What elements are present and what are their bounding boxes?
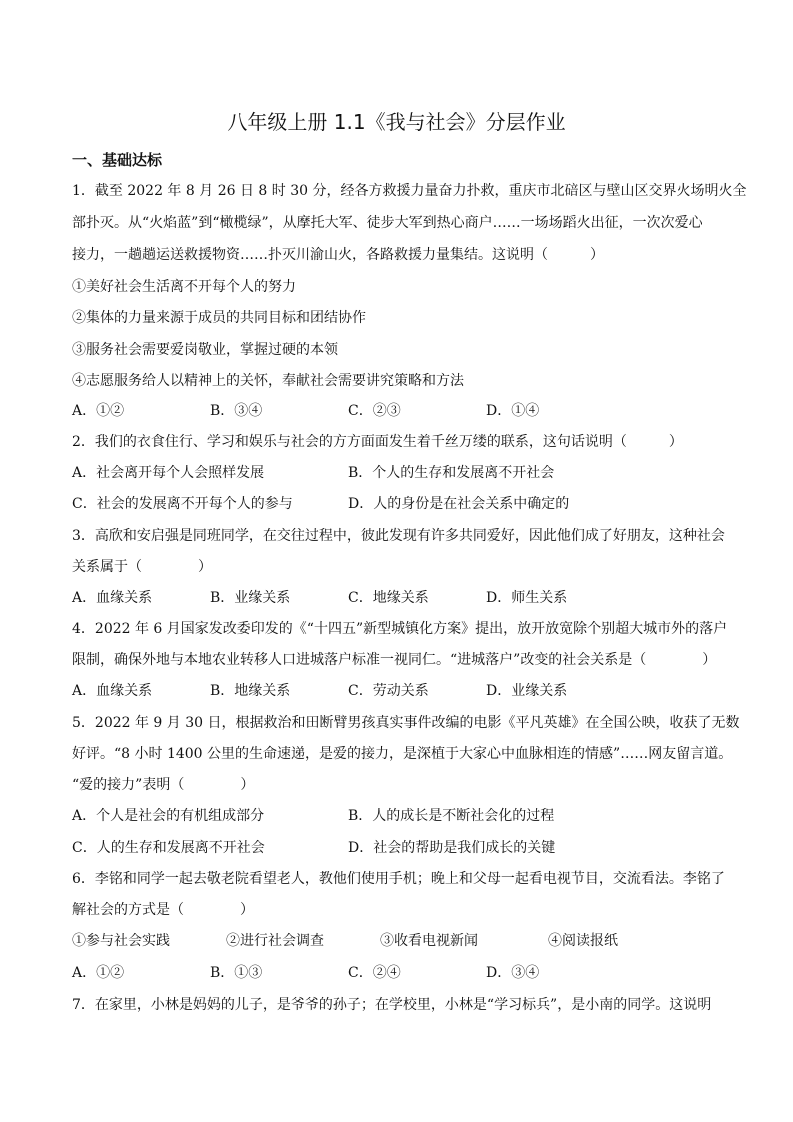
q3-line-2: 关系属于（ ）	[72, 559, 212, 575]
q5-option-b[interactable]: B．人的成长是不断社会化的过程	[348, 808, 555, 824]
q5-line-2: 好评。“8 小时 1400 公里的生命速递，是爱的接力，是深植于大家心中血脉相连的情感”……网友留言道。	[72, 746, 733, 762]
q6-statement-3: ③收看电视新闻	[380, 933, 478, 949]
q1-option-a[interactable]: A．①②	[72, 403, 125, 419]
q4-option-a[interactable]: A．血缘关系	[72, 683, 153, 699]
q2-option-a[interactable]: A．社会离开每个人会照样发展	[72, 465, 265, 481]
q3-option-d[interactable]: D．师生关系	[486, 590, 568, 606]
section-heading: 一、基础达标	[72, 151, 163, 169]
page-title: 八年级上册 1.1《我与社会》分层作业	[227, 110, 566, 134]
q2-option-c[interactable]: C．社会的发展离不开每个人的参与	[72, 496, 293, 512]
q2-option-d[interactable]: D．人的身份是在社会关系中确定的	[348, 496, 570, 512]
q6-option-b[interactable]: B．①③	[210, 965, 263, 981]
q3-option-b[interactable]: B．业缘关系	[210, 590, 291, 606]
q4-option-c[interactable]: C．劳动关系	[348, 683, 429, 699]
q6-line-1: 6．李铭和同学一起去敬老院看望老人，教他们使用手机；晚上和父母一起看电视节目，交流看法。李铭了	[72, 871, 725, 887]
q1-statement-4: ④志愿服务给人以精神上的关怀，奉献社会需要讲究策略和方法	[72, 373, 464, 389]
q6-statement-4: ④阅读报纸	[548, 933, 618, 949]
q5-option-d[interactable]: D．社会的帮助是我们成长的关键	[348, 840, 556, 856]
q4-line-2: 限制，确保外地与本地农业转移人口进城落户标准一视同仁。“进城落户”改变的社会关系是（ ）	[72, 652, 717, 668]
q1-statement-3: ③服务社会需要爱岗敬业，掌握过硬的本领	[72, 342, 338, 358]
q3-option-a[interactable]: A．血缘关系	[72, 590, 153, 606]
q6-statement-2: ②进行社会调查	[226, 933, 324, 949]
q5-line-1: 5．2022 年 9 月 30 日，根据救治和田断臂男孩真实事件改编的电影《平凡英雄》在全国公映，收获了无数	[72, 715, 740, 731]
q1-statement-1: ①美好社会生活离不开每个人的努力	[72, 279, 296, 295]
q1-line-2: 部扑灭。从“火焰蓝”到“橄榄绿”，从摩托大军、徒步大军到热心商户……一场场蹈火出征，一次次爱心	[72, 215, 703, 231]
q6-statement-1: ①参与社会实践	[72, 933, 170, 949]
q6-option-c[interactable]: C．②④	[348, 965, 401, 981]
q6-option-a[interactable]: A．①②	[72, 965, 125, 981]
q1-option-b[interactable]: B．③④	[210, 403, 263, 419]
q2-option-b[interactable]: B．个人的生存和发展离不开社会	[348, 465, 555, 481]
q1-line-1: 1．截至 2022 年 8 月 26 日 8 时 30 分，经各方救援力量奋力扑救，重庆市北碚区与壁山区交界火场明火全	[72, 183, 747, 199]
q1-option-c[interactable]: C．②③	[348, 403, 401, 419]
q4-option-d[interactable]: D．业缘关系	[486, 683, 568, 699]
q6-line-2: 解社会的方式是（ ）	[72, 902, 254, 918]
q3-line-1: 3．高欣和安启强是同班同学，在交往过程中，彼此发现有许多共同爱好，因此他们成了好朋友，这种社会	[72, 528, 725, 544]
q1-line-3: 接力，一趟趟运送救援物资……扑灭川渝山火，各路救援力量集结。这说明（ ）	[72, 247, 604, 263]
q3-option-c[interactable]: C．地缘关系	[348, 590, 429, 606]
q4-line-1: 4．2022 年 6 月国家发改委印发的《“十四五”新型城镇化方案》提出，放开放宽除个别超大城市外的落户	[72, 621, 728, 637]
q2-line-1: 2．我们的衣食住行、学习和娱乐与社会的方方面面发生着千丝万缕的联系，这句话说明（ ）	[72, 434, 683, 450]
q1-option-d[interactable]: D．①④	[486, 403, 540, 419]
q5-line-3: “爱的接力”表明（ ）	[72, 777, 255, 793]
q4-option-b[interactable]: B．地缘关系	[210, 683, 291, 699]
q6-option-d[interactable]: D．③④	[486, 965, 540, 981]
q1-statement-2: ②集体的力量来源于成员的共同目标和团结协作	[72, 310, 366, 326]
q5-option-c[interactable]: C．人的生存和发展离不开社会	[72, 840, 265, 856]
q7-line-1: 7．在家里，小林是妈妈的儿子，是爷爷的孙子；在学校里，小林是“学习标兵”，是小南的同学。这说明	[72, 997, 712, 1013]
q5-option-a[interactable]: A．个人是社会的有机组成部分	[72, 808, 265, 824]
